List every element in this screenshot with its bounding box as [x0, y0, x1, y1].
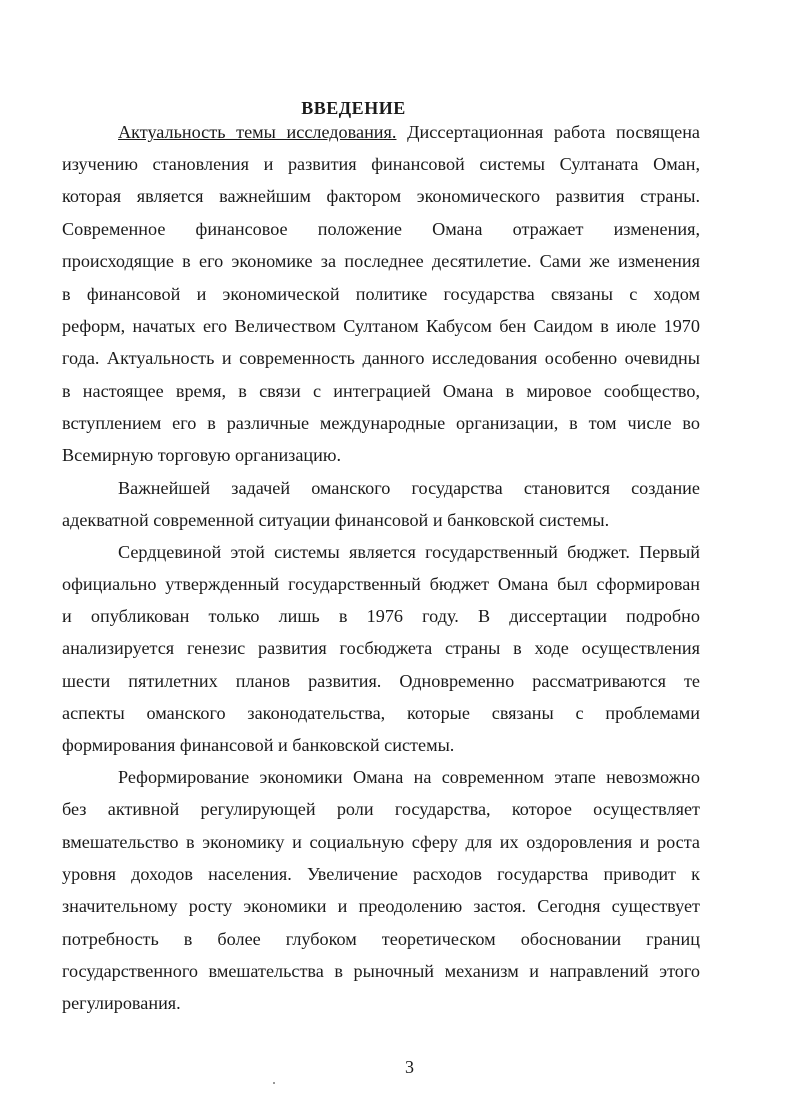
text-line: Важнейшей задачей оманского государства становится создание	[118, 478, 700, 498]
text-line: значительному росту экономики и преодолению застоя. Сегодня существует	[62, 896, 700, 916]
text-line: формирования финансовой и банковской системы.	[62, 735, 455, 755]
text-line	[118, 121, 700, 143]
text-line: государственного вмешательства в рыночный механизм и направлений этого	[62, 961, 700, 981]
text-line: реформ, начатых его Величеством Султаном Кабусом бен Саидом в июле 1970	[62, 316, 700, 336]
text-line: в финансовой и экономической политике государства связаны с ходом	[62, 284, 700, 304]
topic-relevance-label: Актуальность темы исследования.	[118, 122, 397, 142]
text-line: аспекты оманского законодательства, которые связаны с проблемами	[62, 703, 700, 723]
text-line: года. Актуальность и современность данного исследования особенно очевидны	[62, 348, 700, 368]
text-line: и опубликован только лишь в 1976 году. В диссертации подробно	[62, 606, 700, 626]
text-line: Современное финансовое положение Омана отражает изменения,	[62, 219, 700, 239]
text-line: которая является важнейшим фактором экономического развития страны.	[62, 186, 700, 206]
text-line: изучению становления и развития финансовой системы Султаната Оман,	[62, 154, 700, 174]
text-line: шести пятилетних планов развития. Одновременно рассматриваются те	[62, 671, 700, 691]
scan-speck	[273, 1082, 275, 1084]
text-line: вмешательство в экономику и социальную сферу для их оздоровления и роста	[62, 832, 700, 852]
text-line: потребность в более глубоком теоретическом обосновании границ	[62, 929, 700, 949]
text-line: официально утвержденный государственный бюджет Омана был сформирован	[62, 574, 700, 594]
text-line-content: Диссертационная работа посвящена	[396, 122, 700, 142]
text-line: Реформирование экономики Омана на современном этапе невозможно	[118, 767, 700, 787]
text-line: уровня доходов населения. Увеличение расходов государства приводит к	[62, 864, 700, 884]
page-heading: ВВЕДЕНИЕ	[301, 98, 406, 118]
page-number: 3	[405, 1057, 414, 1077]
text-line: в настоящее время, в связи с интеграцией Омана в мировое сообщество,	[62, 381, 700, 401]
text-line: без активной регулирующей роли государства, которое осуществляет	[62, 799, 700, 819]
text-line: Сердцевиной этой системы является государственный бюджет. Первый	[118, 542, 700, 562]
text-line: адекватной современной ситуации финансовой и банковской системы.	[62, 510, 610, 530]
text-line: регулирования.	[62, 993, 181, 1013]
text-line: вступлением его в различные международные организации, в том числе во	[62, 413, 700, 433]
text-line: Всемирную торговую организацию.	[62, 445, 342, 465]
text-line: анализируется генезис развития госбюджета страны в ходе осуществления	[62, 638, 700, 658]
text-line: происходящие в его экономике за последнее десятилетие. Сами же изменения	[62, 251, 700, 271]
